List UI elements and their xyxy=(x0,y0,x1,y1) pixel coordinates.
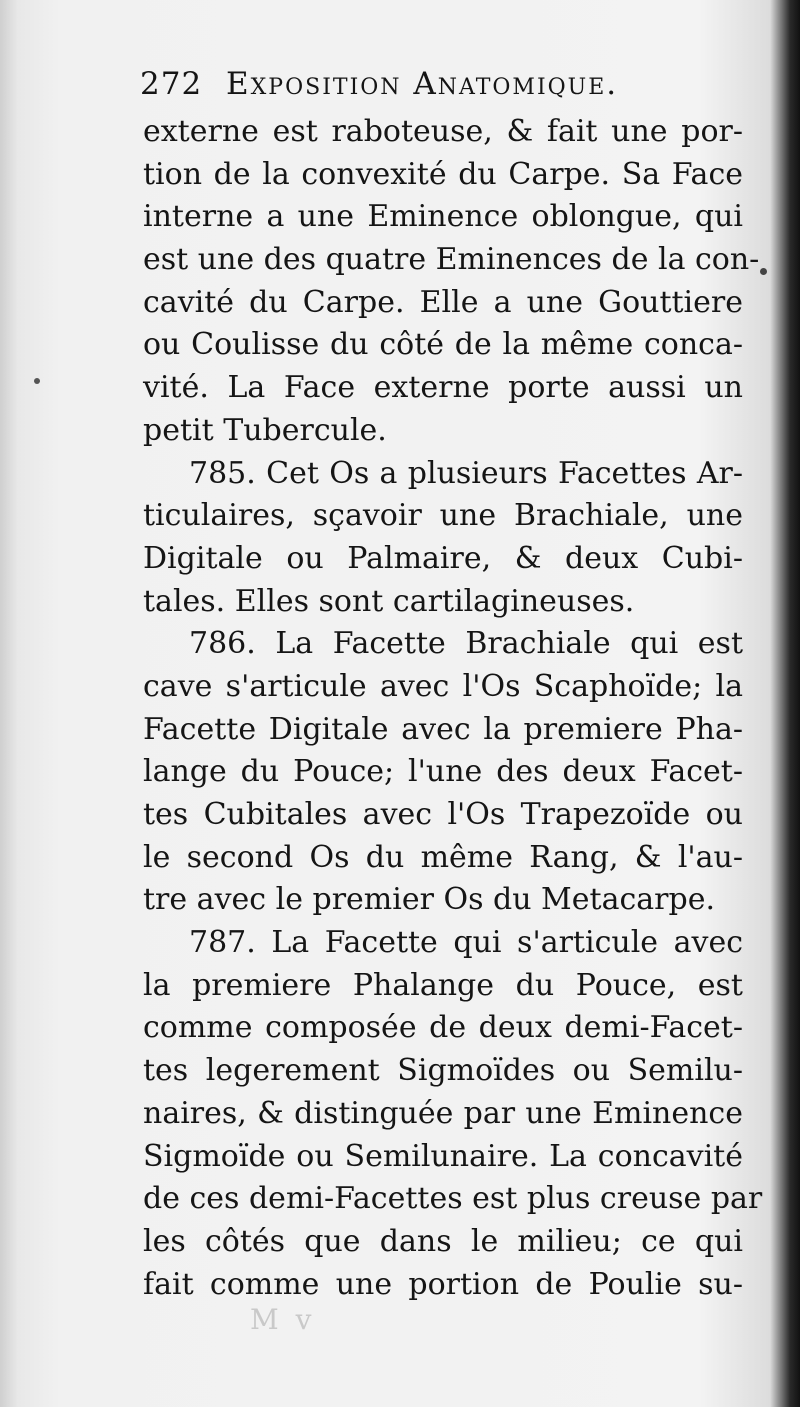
text-line: de ces demi-Facettes est plus creuse par xyxy=(143,1181,763,1217)
page-header xyxy=(140,66,700,112)
text-line: tes legerement Sigmoïdes ou Semilu- xyxy=(143,1053,743,1089)
body-text xyxy=(143,111,763,1306)
text-line: la premiere Phalange du Pouce, est xyxy=(143,967,743,1003)
text-line: les côtés que dans le milieu; ce qui xyxy=(143,1223,743,1259)
text-line: tre avec le premier Os du Metacarpe. xyxy=(143,882,715,918)
text-line: Facette Digitale avec la premiere Pha- xyxy=(143,711,743,747)
text-line: tes Cubitales avec l'Os Trapezoïde ou xyxy=(143,797,743,832)
text-line: cavité du Carpe. Elle a une Gouttiere xyxy=(143,284,743,320)
page-number: 272 xyxy=(140,66,203,102)
text-line: ou Coulisse du côté de la même conca- xyxy=(143,327,743,363)
paragraph-787-start: 787. La Facette qui s'articule avec xyxy=(189,925,743,961)
text-line: tales. Elles sont cartilagineuses. xyxy=(143,583,635,619)
text-line: le second Os du même Rang, & l'au- xyxy=(143,839,743,875)
text-line: petit Tubercule. xyxy=(143,412,387,448)
text-line: naires, & distinguée par une Eminence xyxy=(143,1095,743,1131)
text-line: Digitale ou Palmaire, & deux Cubi- xyxy=(143,540,743,576)
text-line: tion de la convexité du Carpe. Sa Face xyxy=(143,156,743,192)
text-line: externe est raboteuse, & fait une por- xyxy=(143,114,743,149)
running-title: Exposition Anatomique. xyxy=(226,66,619,102)
text-line: fait comme une portion de Poulie su- xyxy=(143,1266,743,1302)
signature-mark: M v xyxy=(250,1303,316,1336)
text-line: vité. La Face externe porte aussi un xyxy=(143,370,743,406)
text-line: cave s'articule avec l'Os Scaphoïde; la xyxy=(143,668,743,704)
paragraph-786-start: 786. La Facette Brachiale qui est xyxy=(189,626,743,662)
text-line: lange du Pouce; l'une des deux Facet- xyxy=(143,754,743,790)
ink-speck xyxy=(34,378,40,384)
paragraph-785-start: 785. Cet Os a plusieurs Facettes Ar- xyxy=(189,455,743,491)
text-line: est une des quatre Eminences de la con- xyxy=(143,242,760,278)
ink-speck xyxy=(760,268,767,275)
text-line: Sigmoïde ou Semilunaire. La concavité xyxy=(143,1138,743,1174)
text-line: interne a une Eminence oblongue, qui xyxy=(143,199,743,235)
text-line: comme composée de deux demi-Facet- xyxy=(143,1010,743,1046)
text-line: ticulaires, sçavoir une Brachiale, une xyxy=(143,498,743,534)
